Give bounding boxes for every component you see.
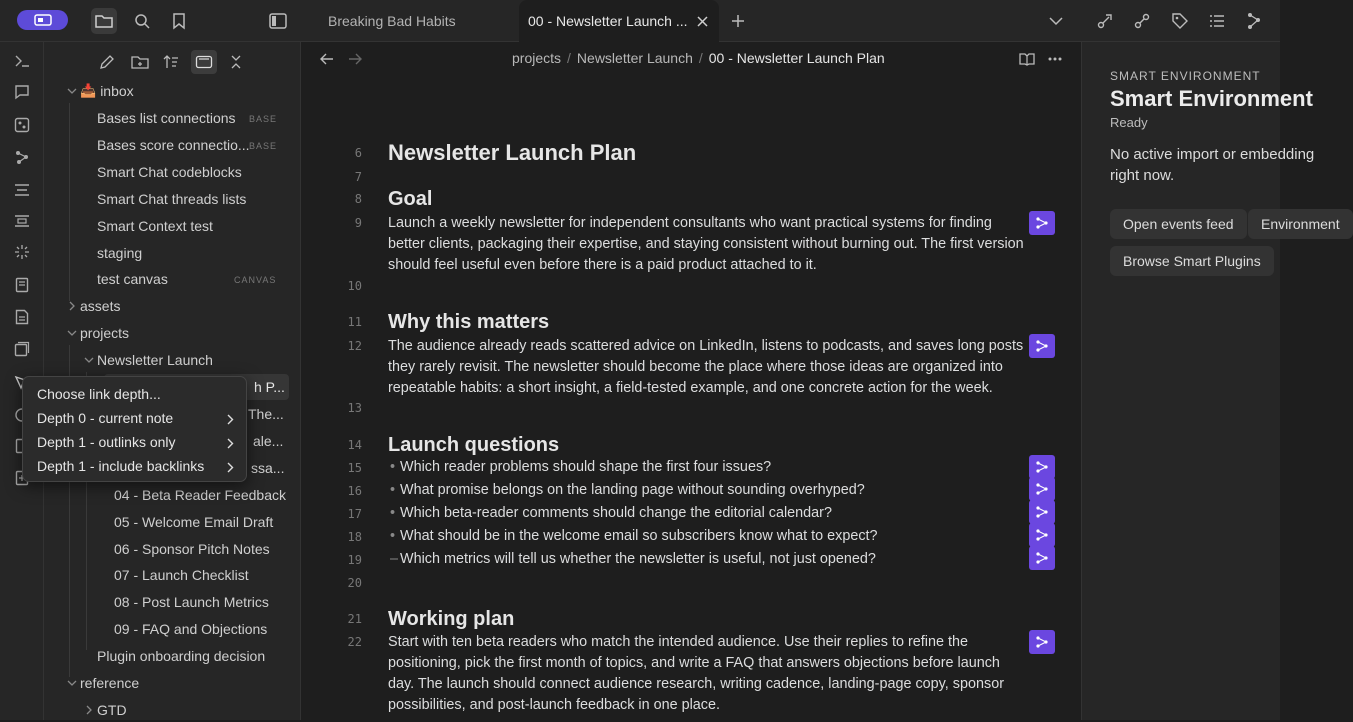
list-item: • What should be in the welcome email so subscribers know what to expect?: [400, 528, 878, 544]
link-depth-menu: [22, 376, 247, 482]
file-item[interactable]: [97, 106, 236, 130]
lines-icon: [14, 183, 30, 197]
folder-reference[interactable]: [80, 671, 139, 695]
new-note-button[interactable]: [94, 50, 120, 74]
note-button[interactable]: [11, 306, 33, 328]
file-item[interactable]: [97, 241, 142, 265]
block-connections-button[interactable]: [1029, 630, 1055, 654]
new-tab-button[interactable]: [725, 8, 751, 34]
file-label: 09 - FAQ and Objections: [114, 621, 268, 637]
line-number: 22: [347, 635, 362, 649]
folder-label: inbox: [100, 83, 134, 99]
file-label: ale...: [253, 433, 284, 449]
file-label: 04 - Beta Reader Feedback: [114, 487, 286, 503]
book-open-icon: [1019, 52, 1035, 66]
line-number: 6: [354, 146, 362, 160]
chevron-right-icon: [225, 461, 235, 473]
heading-why-this-matters: Why this matters: [388, 311, 550, 333]
file-item-active[interactable]: [254, 375, 285, 399]
terminal-button[interactable]: [11, 50, 33, 72]
file-item[interactable]: [114, 510, 273, 534]
block-connections-button[interactable]: [1029, 546, 1055, 570]
list-item: • Which beta-reader comments should change the editorial calendar?: [400, 505, 832, 521]
list-item: • Which reader problems should shape the first four issues?: [400, 459, 771, 475]
search-button[interactable]: [129, 8, 155, 34]
line-number: 11: [347, 315, 362, 329]
book-icon: [15, 277, 29, 293]
file-type-badge: BASE: [249, 114, 278, 124]
images-icon: [14, 341, 30, 357]
file-label: Bases score connectio...: [97, 137, 250, 153]
forward-button[interactable]: [343, 50, 367, 68]
connections-icon: [1035, 339, 1049, 353]
line-number: 7: [354, 170, 362, 184]
browse-smart-plugins-button[interactable]: Browse Smart Plugins: [1110, 246, 1274, 276]
line-number: 15: [347, 461, 362, 475]
folder-label: reference: [80, 675, 140, 691]
tags-button[interactable]: [1167, 8, 1193, 34]
more-icon: [1048, 57, 1062, 61]
file-item[interactable]: [251, 456, 284, 480]
file-item[interactable]: [97, 160, 242, 184]
folder-assets[interactable]: [80, 294, 120, 318]
tab-label: Breaking Bad Habits: [328, 13, 456, 29]
collapse-all-button[interactable]: [223, 50, 249, 74]
file-label: 08 - Post Launch Metrics: [114, 594, 269, 610]
new-folder-button[interactable]: [127, 50, 153, 74]
chevron-down-icon: [66, 85, 78, 97]
auto-reveal-button[interactable]: [191, 50, 217, 74]
chat-icon: [14, 84, 30, 100]
file-label: Smart Chat threads lists: [97, 191, 247, 207]
menu-item-label: Depth 0 - current note: [37, 410, 174, 426]
environment-button[interactable]: Environment: [1248, 209, 1353, 239]
file-type-badge: CANVAS: [234, 275, 277, 285]
file-item[interactable]: [114, 563, 249, 587]
note-icon: [15, 309, 29, 325]
file-item[interactable]: [97, 214, 213, 238]
sparkles-icon: [14, 244, 30, 260]
panel-title: Smart Environment: [1110, 86, 1313, 111]
tab-breaking-bad-habits[interactable]: [312, 0, 512, 42]
chat-button[interactable]: [11, 81, 33, 103]
line-number: 16: [347, 484, 362, 498]
chevron-down-icon: [1049, 16, 1063, 26]
reading-view-button[interactable]: [1015, 50, 1039, 68]
file-label: Plugin onboarding decision: [97, 648, 266, 664]
block-connections-button[interactable]: [1029, 211, 1055, 235]
file-label: 06 - Sponsor Pitch Notes: [114, 541, 270, 557]
line-number: 21: [347, 612, 362, 626]
file-label: 05 - Welcome Email Draft: [114, 514, 274, 530]
list-item: • What promise belongs on the landing page without sounding overhyped?: [400, 482, 865, 498]
connections-icon: [1035, 505, 1049, 519]
chevron-down-icon: [83, 354, 95, 366]
more-options-button[interactable]: [1043, 50, 1067, 68]
sort-button[interactable]: [158, 50, 184, 74]
vault-switcher-button[interactable]: [17, 10, 68, 30]
bookmark-icon: [173, 13, 185, 29]
title-bar: [0, 0, 1280, 42]
vault-switcher-icon: [34, 14, 52, 26]
file-item[interactable]: [97, 133, 250, 157]
smart-context-button[interactable]: [1129, 8, 1155, 34]
edit-icon: [99, 54, 115, 70]
lines-alt-icon: [14, 214, 30, 228]
breadcrumb-newsletter-launch[interactable]: Newsletter Launch: [576, 50, 693, 66]
line-number: 13: [347, 401, 362, 415]
plus-icon: [731, 14, 745, 28]
file-label: Smart Context test: [97, 218, 213, 234]
file-label: 07 - Launch Checklist: [114, 567, 249, 583]
file-item[interactable]: [114, 617, 267, 641]
close-tab-button[interactable]: [693, 12, 711, 30]
breadcrumb: projects / Newsletter Launch / 00 - Newsletter Launch Plan: [512, 50, 885, 66]
collapse-icon: [229, 54, 243, 70]
tab-label: 00 - Newsletter Launch ...: [528, 13, 688, 29]
file-item[interactable]: [97, 187, 246, 211]
file-item[interactable]: [253, 429, 283, 453]
editor-pane: [302, 42, 1081, 720]
files-tab-button[interactable]: [91, 8, 117, 34]
block-connections-button[interactable]: [1029, 334, 1055, 358]
images-button[interactable]: [11, 338, 33, 360]
folder-label: projects: [80, 325, 130, 341]
line-number: 19: [347, 553, 362, 567]
line-number: 10: [347, 279, 362, 293]
canvas-icon: [14, 117, 30, 133]
back-button[interactable]: [315, 50, 339, 68]
outline-button[interactable]: [1204, 8, 1230, 34]
chevron-down-icon: [66, 677, 78, 689]
close-icon: [697, 16, 708, 27]
reveal-icon: [195, 55, 213, 69]
arrow-left-icon: [320, 53, 334, 65]
file-item[interactable]: [114, 590, 269, 614]
paragraph-goal: Launch a weekly newsletter for independent consultants who want practical systems for finding better clients, packaging their expertise, and staying consistent without burning out. The first version should feel useful even before there is a paid product attached to it.: [388, 215, 1024, 273]
terminal-icon: [14, 54, 30, 68]
tab-list-dropdown[interactable]: [1043, 8, 1069, 34]
graph-button[interactable]: [11, 146, 33, 168]
paragraph-why: The audience already reads scattered advice on LinkedIn, listens to podcasts, and saves long posts they rarely revisit. The newsletter should become the place where those ideas are organized into repeatable habits: a short insight, a field-tested example, and one concrete action for the week.: [388, 338, 1024, 396]
file-type-badge: BASE: [249, 141, 278, 151]
file-label: Smart Chat codeblocks: [97, 164, 242, 180]
heading-working-plan: Working plan: [388, 608, 515, 630]
graph-icon: [1246, 12, 1262, 30]
file-label: h P...: [254, 379, 285, 395]
folder-inbox[interactable]: [80, 79, 134, 103]
paragraph-plan: Start with ten beta readers who match the intended audience. Use their replies to refine the positioning, pick the first month of topics, and write a FAQ that answers objections before launch day. The launch should connect audience research, writing cadence, landing-page copy, sponsor possibilities, and post-launch feedback in one place.: [388, 634, 1004, 713]
connections-icon: [1035, 551, 1049, 565]
new-folder-icon: [131, 54, 149, 70]
inbox-icon: 📥: [80, 83, 97, 98]
search-icon: [134, 13, 150, 29]
menu-item-depth-0[interactable]: [37, 410, 235, 426]
folder-projects[interactable]: [80, 321, 129, 345]
file-item[interactable]: [248, 402, 284, 426]
menu-item-label: Depth 1 - include backlinks: [37, 458, 205, 474]
connections-icon: [1035, 216, 1049, 230]
toggle-sidebar-button[interactable]: [265, 8, 291, 34]
block-connections-button[interactable]: [1029, 455, 1055, 479]
smart-connections-icon: [1096, 12, 1114, 30]
connections-icon: [1035, 635, 1049, 649]
chevron-right-icon: [66, 300, 78, 312]
folder-label: Newsletter Launch: [97, 352, 213, 368]
sort-icon: [163, 54, 179, 70]
sidebar-toggle-icon: [269, 13, 287, 29]
book-button[interactable]: [11, 274, 33, 296]
list-item: – Which metrics will tell us whether the newsletter is useful, not just opened?: [400, 551, 876, 567]
menu-item-label: Depth 1 - outlinks only: [37, 434, 176, 450]
graph-icon: [14, 149, 30, 165]
breadcrumb-projects[interactable]: projects: [512, 50, 562, 66]
connections-icon: [1035, 482, 1049, 496]
file-label: test canvas: [97, 271, 168, 287]
lines-alt-button[interactable]: [11, 210, 33, 232]
lines-button[interactable]: [11, 179, 33, 201]
chevron-right-icon: [83, 704, 95, 716]
graph-view-button[interactable]: [1241, 8, 1267, 34]
line-number: 12: [347, 339, 362, 353]
line-number: 17: [347, 507, 362, 521]
folder-label: GTD: [97, 702, 127, 718]
file-item[interactable]: [114, 483, 286, 507]
tag-icon: [1171, 12, 1189, 30]
bookmarks-button[interactable]: [166, 8, 192, 34]
chevron-right-icon: [225, 437, 235, 449]
menu-item-depth-1-outlinks[interactable]: [37, 434, 235, 450]
heading-launch-questions: Launch questions: [388, 434, 560, 456]
arrow-right-icon: [348, 53, 362, 65]
folder-gtd[interactable]: [97, 698, 127, 722]
list-icon: [1209, 14, 1225, 28]
line-number: 9: [354, 216, 362, 230]
file-item[interactable]: [114, 537, 270, 561]
folder-label: assets: [80, 298, 121, 314]
connections-icon: [1035, 460, 1049, 474]
smart-environment-panel: [1081, 42, 1340, 720]
sparkles-button[interactable]: [11, 241, 33, 263]
block-connections-button[interactable]: [1029, 523, 1055, 547]
connections-icon: [1035, 528, 1049, 542]
open-events-feed-button[interactable]: Open events feed: [1110, 209, 1247, 239]
line-number: 8: [354, 192, 362, 206]
line-number: 14: [347, 438, 362, 452]
file-item[interactable]: [97, 644, 265, 668]
note-title-heading: Newsletter Launch Plan: [388, 140, 637, 165]
file-item[interactable]: [97, 267, 168, 291]
status-text: Ready: [1110, 115, 1148, 130]
block-connections-button[interactable]: [1029, 477, 1055, 501]
block-connections-button[interactable]: [1029, 500, 1055, 524]
line-number: 18: [347, 530, 362, 544]
smart-context-icon: [1133, 12, 1151, 30]
chevron-down-icon: [66, 327, 78, 339]
file-label: The...: [248, 406, 284, 422]
chevron-right-icon: [225, 413, 235, 425]
folder-newsletter-launch[interactable]: [97, 348, 213, 372]
line-number: 20: [347, 576, 362, 590]
file-label: staging: [97, 245, 143, 261]
smart-connections-button[interactable]: [1092, 8, 1118, 34]
canvas-button[interactable]: [11, 114, 33, 136]
breadcrumb-current-note[interactable]: 00 - Newsletter Launch Plan: [708, 50, 885, 66]
panel-kicker: SMART ENVIRONMENT: [1110, 69, 1261, 83]
file-label: Bases list connections: [97, 110, 236, 126]
folder-icon: [95, 13, 113, 29]
status-message: No active import or embedding right now.: [1110, 146, 1315, 184]
heading-goal: Goal: [388, 188, 433, 210]
menu-item-depth-1-backlinks[interactable]: [37, 458, 235, 474]
file-label: ssa...: [251, 460, 285, 476]
menu-item-choose-depth[interactable]: Choose link depth...: [37, 386, 161, 402]
tab-newsletter-launch[interactable]: [519, 0, 719, 42]
